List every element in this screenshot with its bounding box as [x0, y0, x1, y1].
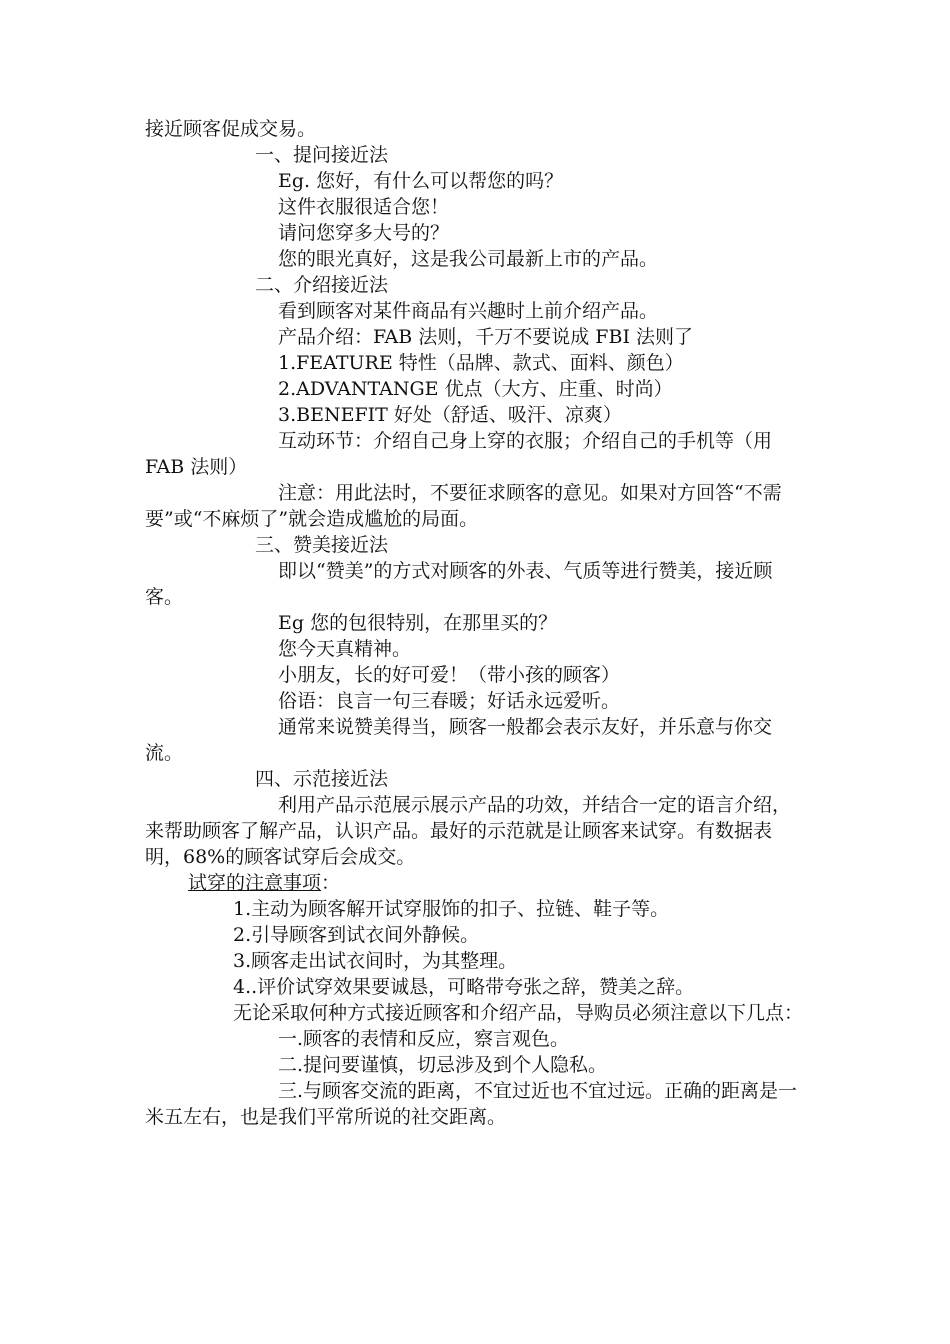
example-line: Eg 您的包很特别，在那里买的？	[278, 612, 558, 634]
example-line: 小朋友，长的好可爱！（带小孩的顾客）	[278, 664, 621, 686]
example-line: 您今天真精神。	[278, 638, 412, 660]
example-line: 您的眼光真好，这是我公司最新上市的产品。	[278, 248, 659, 270]
attention-item: 一.顾客的表情和反应，察言观色。	[278, 1028, 570, 1050]
note-item: 3.顾客走出试衣间时，为其整理。	[233, 950, 518, 972]
heading-demo-approach: 四、示范接近法	[255, 768, 389, 790]
attention-item: 二.提问要谨慎，切忌涉及到个人隐私。	[278, 1054, 608, 1076]
intro-line: 接近顾客促成交易。	[145, 118, 317, 140]
fab-item: 3.BENEFIT 好处（舒适、吸汗、凉爽）	[278, 404, 622, 426]
heading-praise-approach: 三、赞美接近法	[255, 534, 389, 556]
paragraph: 互动环节：介绍自己身上穿的衣服；介绍自己的手机等（用 FAB 法则）	[145, 430, 773, 478]
note-item: 2.引导顾客到试衣间外静候。	[233, 924, 480, 946]
fab-item: 2.ADVANTANGE 优点（大方、庄重、时尚）	[278, 378, 673, 400]
fab-item: 1.FEATURE 特性（品牌、款式、面料、颜色）	[278, 352, 684, 374]
document-body	[145, 116, 805, 1130]
notes-heading-colon: ：	[321, 872, 341, 894]
notes-heading	[145, 870, 805, 896]
heading-question-approach: 一、提问接近法	[255, 144, 389, 166]
example-line: 请问您穿多大号的？	[278, 222, 450, 244]
paragraph: 利用产品示范展示展示产品的功效，并结合一定的语言介绍，来帮助顾客了解产品，认识产品。最好的示范就是让顾客来试穿。有数据表明，68%的顾客试穿后会成交。	[145, 794, 792, 868]
attention-item: 三.与顾客交流的距离，不宜过近也不宜过远。正确的距离是一米五左右，也是我们平常所说的社交距离。	[145, 1080, 798, 1128]
example-line: 俗语：良言一句三春暖；好话永远爱听。	[278, 690, 621, 712]
paragraph: 注意：用此法时，不要征求顾客的意见。如果对方回答“不需要”或“不麻烦了”就会造成尴尬的局面。	[145, 482, 782, 530]
paragraph: 无论采取何种方式接近顾客和介绍产品，导购员必须注意以下几点：	[233, 1002, 804, 1024]
body-line: 产品介绍：FAB 法则，千万不要说成 FBI 法则了	[278, 326, 693, 348]
paragraph: 通常来说赞美得当，顾客一般都会表示友好，并乐意与你交流。	[145, 716, 773, 764]
note-item: 4..评价试穿效果要诚恳，可略带夸张之辞，赞美之辞。	[233, 976, 695, 998]
body-line: 看到顾客对某件商品有兴趣时上前介绍产品。	[278, 300, 659, 322]
notes-heading-underlined: 试穿的注意事项	[188, 872, 322, 894]
example-line: Eg. 您好，有什么可以帮您的吗？	[278, 170, 564, 192]
example-line: 这件衣服很适合您！	[278, 196, 450, 218]
paragraph: 即以“赞美”的方式对顾客的外表、气质等进行赞美，接近顾客。	[145, 560, 773, 608]
heading-introduce-approach: 二、介绍接近法	[255, 274, 389, 296]
note-item: 1.主动为顾客解开试穿服饰的扣子、拉链、鞋子等。	[233, 898, 670, 920]
